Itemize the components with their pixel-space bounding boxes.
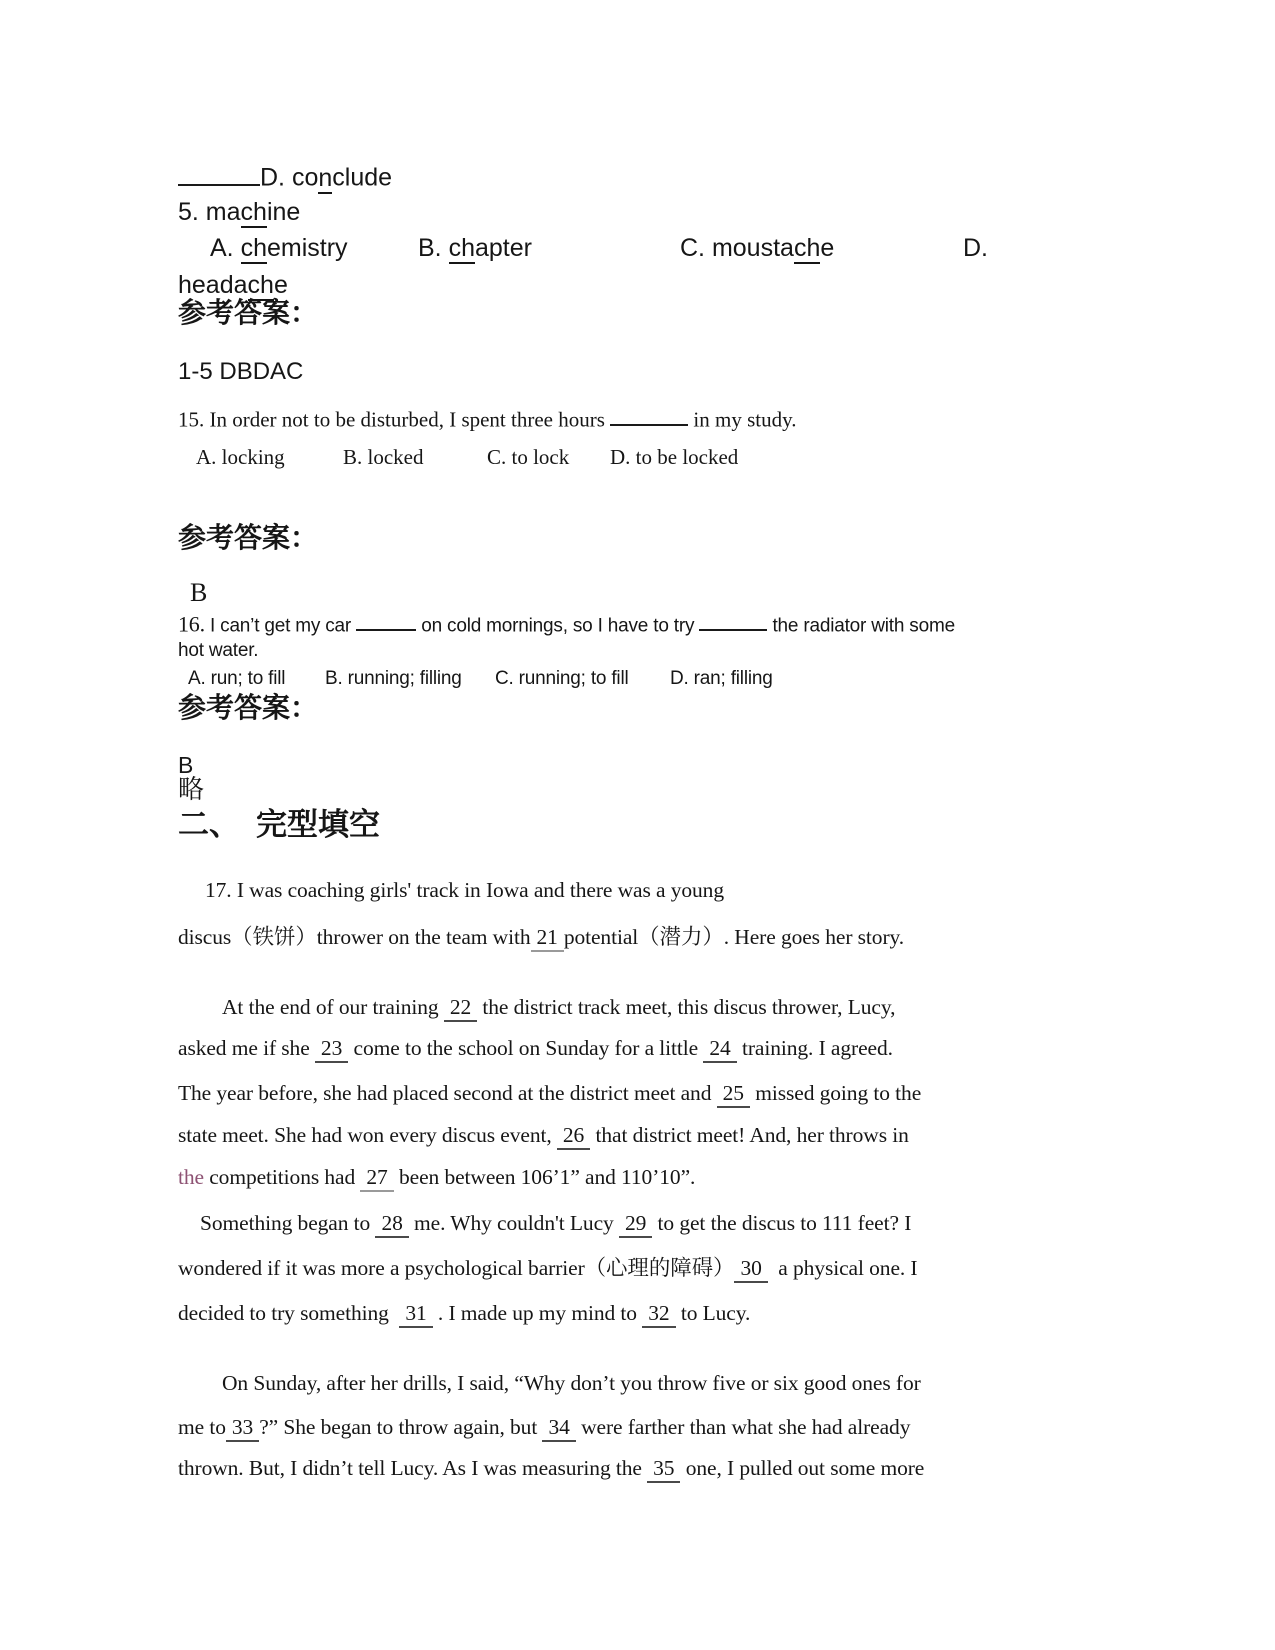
stem-text: the radiator with some bbox=[767, 615, 955, 637]
stem-text: on cold mornings, so I have to try bbox=[416, 615, 700, 637]
passage-text: one, I pulled out some more bbox=[680, 1456, 925, 1480]
passage-text: training. I agreed. bbox=[736, 1036, 893, 1060]
passage-text: Something began to bbox=[200, 1211, 376, 1235]
cloze-blank-27: 27 bbox=[360, 1166, 393, 1192]
option-text: heada bbox=[178, 271, 248, 299]
cloze-blank-21: 21 bbox=[531, 926, 564, 952]
option-d-text: D. co bbox=[260, 163, 319, 192]
option-text: B. bbox=[418, 234, 449, 262]
stem-text: 5. ma bbox=[178, 198, 241, 226]
cloze-line-12 bbox=[178, 1411, 910, 1443]
passage-text: asked me if she bbox=[178, 1036, 315, 1060]
passage-text: missed going to the bbox=[749, 1081, 922, 1105]
cloze-blank-35: 35 bbox=[647, 1457, 680, 1483]
cloze-line-11: On Sunday, after her drills, I said, “Why don’t you throw five or six good ones for bbox=[222, 1371, 921, 1395]
cloze-blank-26: 26 bbox=[557, 1124, 590, 1150]
passage-text: come to the school on Sunday for a little bbox=[348, 1036, 704, 1060]
passage-text: that district meet! And, her throws in bbox=[590, 1123, 909, 1147]
section-2-heading bbox=[178, 805, 380, 845]
cloze-line-5 bbox=[178, 1077, 921, 1109]
answer-q16: B bbox=[178, 752, 194, 778]
option-c: C. to lock bbox=[487, 445, 570, 469]
cloze-line-7 bbox=[178, 1161, 695, 1193]
option-c: C. running; to fill bbox=[495, 668, 629, 689]
option-d bbox=[963, 231, 988, 265]
stem-text: I can’t get my car bbox=[204, 615, 357, 637]
question-16-options-row bbox=[178, 665, 1098, 692]
option-text: A. bbox=[210, 234, 241, 262]
option-b: B. running; filling bbox=[325, 668, 462, 689]
section-number: 二、 bbox=[178, 807, 240, 842]
passage-text: . I made up my mind to bbox=[432, 1301, 643, 1325]
passage-text: state meet. She had won every discus event, bbox=[178, 1123, 557, 1147]
cloze-line-8 bbox=[178, 1207, 911, 1239]
option-a: A. run; to fill bbox=[188, 668, 286, 689]
answer-blank bbox=[356, 610, 416, 631]
underlined-letter: n bbox=[318, 163, 333, 192]
underlined-letter: ch bbox=[240, 198, 267, 226]
option-a bbox=[210, 231, 348, 265]
option-d: D. to be locked bbox=[610, 445, 739, 469]
passage-text: thrown. But, I didn’t tell Lucy. As I was measuring the bbox=[178, 1456, 648, 1480]
cloze-blank-32: 32 bbox=[642, 1302, 675, 1328]
option-text: e bbox=[273, 271, 288, 299]
passage-text: the district track meet, this discus thrower, Lucy, bbox=[477, 995, 896, 1019]
passage-text: The year before, she had placed second at the district meet and bbox=[178, 1081, 717, 1105]
underlined-letter: ch bbox=[793, 234, 821, 262]
passage-text: ?” She began to throw again, but bbox=[259, 1415, 543, 1439]
cloze-blank-31: 31 bbox=[399, 1302, 432, 1328]
passage-text: me. Why couldn't Lucy bbox=[408, 1211, 619, 1235]
passage-text: wondered if it was more a psychological barrier（心理的障碍） bbox=[178, 1256, 735, 1280]
option-b bbox=[418, 231, 532, 265]
stem-text: ine bbox=[266, 198, 301, 226]
cloze-line-4 bbox=[178, 1032, 893, 1064]
option-text: D. bbox=[963, 234, 988, 262]
cloze-line-3 bbox=[178, 991, 895, 1023]
cloze-line-2 bbox=[178, 921, 904, 953]
passage-text: were farther than what she had already bbox=[575, 1415, 911, 1439]
passage-text: me to bbox=[178, 1415, 226, 1439]
reference-answer-label: 参考答案： bbox=[178, 692, 319, 723]
answer-q15: B bbox=[190, 578, 208, 607]
question-number: 16. bbox=[178, 611, 205, 637]
cloze-line-13 bbox=[178, 1452, 924, 1484]
passage-text: been between 106’1” and 110’10”. bbox=[393, 1165, 696, 1189]
passage-text: discus（铁饼）thrower on the team with bbox=[178, 925, 531, 949]
passage-text: potential（潜力）. Here goes her story. bbox=[563, 925, 905, 949]
reference-answer-label: 参考答案： bbox=[178, 522, 319, 553]
question-5-options-row bbox=[178, 231, 1098, 265]
reference-answer-label: 参考答案： bbox=[178, 297, 319, 328]
cloze-blank-23: 23 bbox=[315, 1037, 348, 1063]
phonetics-option-d-line bbox=[178, 158, 392, 195]
stem-text: 15. In order not to be disturbed, I spent three hours bbox=[178, 407, 611, 432]
question-15-stem bbox=[178, 403, 796, 434]
option-b: B. locked bbox=[343, 445, 424, 469]
highlighted-word-the: the bbox=[178, 1165, 204, 1189]
cloze-blank-33: 33 bbox=[226, 1416, 259, 1442]
section-title: 完型填空 bbox=[256, 807, 380, 842]
passage-text: a physical one. I bbox=[767, 1256, 918, 1280]
cloze-blank-28: 28 bbox=[375, 1212, 408, 1238]
option-text: C. mousta bbox=[680, 234, 794, 262]
answer-blank bbox=[178, 158, 260, 186]
skip-note: 略 bbox=[178, 775, 205, 804]
cloze-blank-34: 34 bbox=[542, 1416, 575, 1442]
passage-text: to Lucy. bbox=[675, 1301, 751, 1325]
passage-text: At the end of our training bbox=[222, 995, 444, 1019]
passage-text: decided to try something bbox=[178, 1301, 400, 1325]
answer-blank bbox=[610, 403, 688, 426]
cloze-blank-29: 29 bbox=[619, 1212, 652, 1238]
question-16-stem-wrap: hot water. bbox=[178, 640, 259, 661]
question-16-stem bbox=[178, 610, 955, 639]
answer-blank bbox=[699, 610, 767, 631]
option-c bbox=[680, 231, 834, 265]
option-a: A. locking bbox=[196, 445, 285, 469]
cloze-blank-22: 22 bbox=[444, 996, 477, 1022]
option-text: apter bbox=[474, 234, 532, 262]
cloze-line-10 bbox=[178, 1297, 750, 1329]
underlined-letter: ch bbox=[448, 234, 475, 262]
cloze-blank-25: 25 bbox=[717, 1082, 750, 1108]
cloze-blank-30: 30 bbox=[734, 1257, 767, 1283]
cloze-line-9 bbox=[178, 1252, 918, 1284]
cloze-line-6 bbox=[178, 1119, 909, 1151]
passage-text: competitions had bbox=[203, 1165, 361, 1189]
option-d-text: clude bbox=[332, 163, 393, 192]
question-15-options-row bbox=[178, 442, 1098, 472]
cloze-line-1: 17. I was coaching girls' track in Iowa and there was a young bbox=[205, 878, 724, 902]
passage-text: to get the discus to 111 feet? I bbox=[652, 1211, 912, 1235]
stem-text: in my study. bbox=[688, 407, 797, 432]
underlined-letter: ch bbox=[240, 234, 267, 262]
answer-key-1-5: 1-5 DBDAC bbox=[178, 358, 304, 385]
option-text: emistry bbox=[266, 234, 348, 262]
cloze-blank-24: 24 bbox=[703, 1037, 736, 1063]
question-5-stem bbox=[178, 195, 300, 229]
option-text: e bbox=[820, 234, 835, 262]
underlined-letter: ch bbox=[247, 271, 274, 299]
option-d: D. ran; filling bbox=[670, 668, 773, 689]
